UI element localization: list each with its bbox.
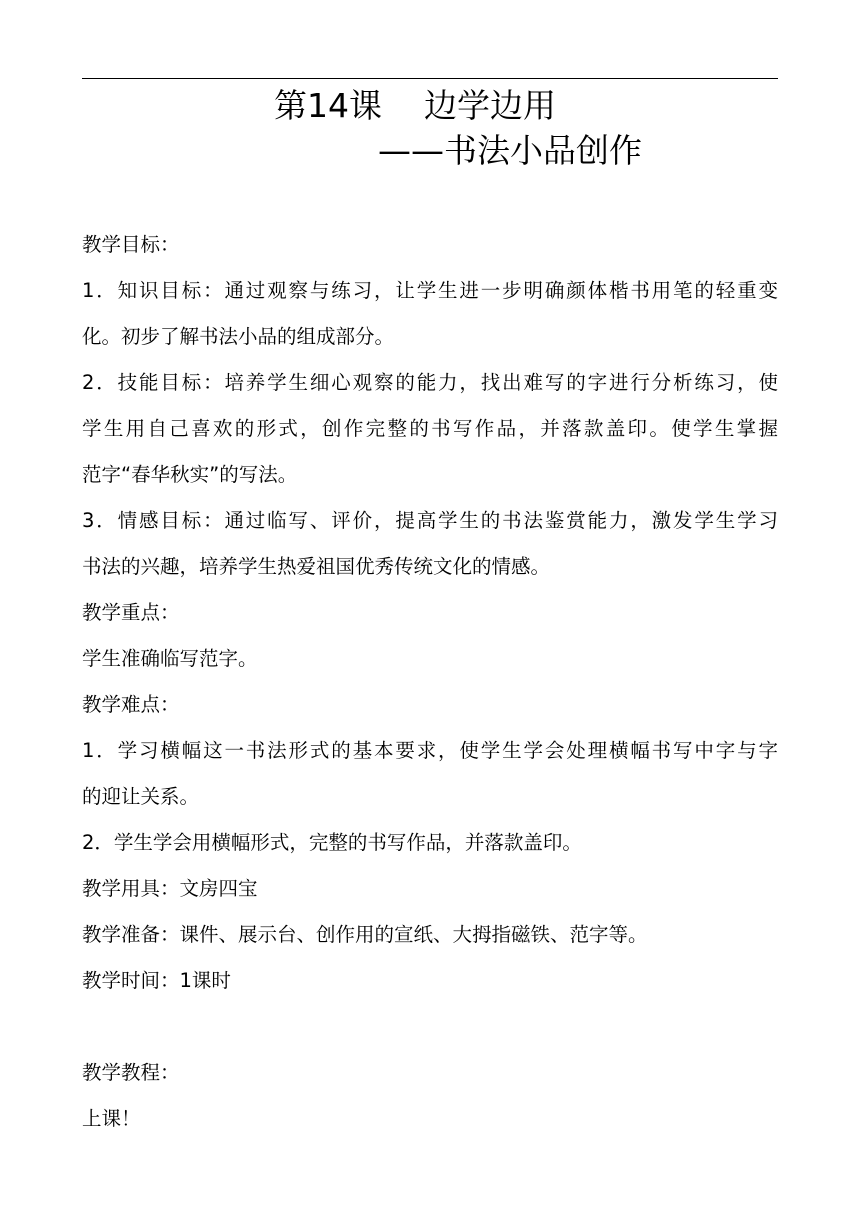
document-body (82, 222, 778, 1142)
text-line: 上课！ (82, 1107, 141, 1130)
text-line: 1．学习横幅这一书法形式的基本要求，使学生学会处理横幅书写中字与字 (82, 739, 778, 762)
text-line: 1．知识目标：通过观察与练习，让学生进一步明确颜体楷书用笔的轻重变 (82, 279, 778, 302)
text-line: 3．情感目标：通过临写、评价，提高学生的书法鉴赏能力，激发学生学习 (82, 509, 778, 532)
text-line: 书法的兴趣，培养学生热爱祖国优秀传统文化的情感。 (82, 555, 551, 578)
text-line: 学生用自己喜欢的形式，创作完整的书写作品，并落款盖印。使学生掌握 (82, 417, 778, 440)
lesson-title: 第14课 边学边用 (274, 86, 556, 125)
text-line: 学生准确临写范字。 (82, 647, 258, 670)
text-line: 教学时间：1课时 (82, 969, 231, 992)
lesson-subtitle: ——书法小品创作 (378, 131, 642, 170)
text-line: 教学目标： (82, 233, 180, 256)
blank-line (82, 1004, 778, 1050)
section-heading: 教学教程： (82, 1061, 180, 1084)
text-line: 教学用具：文房四宝 (82, 877, 258, 900)
text-line: 的迎让关系。 (82, 785, 200, 808)
section-heading: 教学重点： (82, 601, 180, 624)
section-heading: 教学难点： (82, 693, 180, 716)
header-rule (82, 78, 778, 79)
text-line: 2．学生学会用横幅形式，完整的书写作品，并落款盖印。 (82, 831, 582, 854)
text-line: 化。初步了解书法小品的组成部分。 (82, 325, 395, 348)
text-line: 范字“春华秋实”的写法。 (82, 463, 298, 486)
text-line: 教学准备：课件、展示台、创作用的宣纸、大拇指磁铁、范字等。 (82, 923, 648, 946)
text-line: 2．技能目标：培养学生细心观察的能力，找出难写的字进行分析练习，使 (82, 371, 778, 394)
